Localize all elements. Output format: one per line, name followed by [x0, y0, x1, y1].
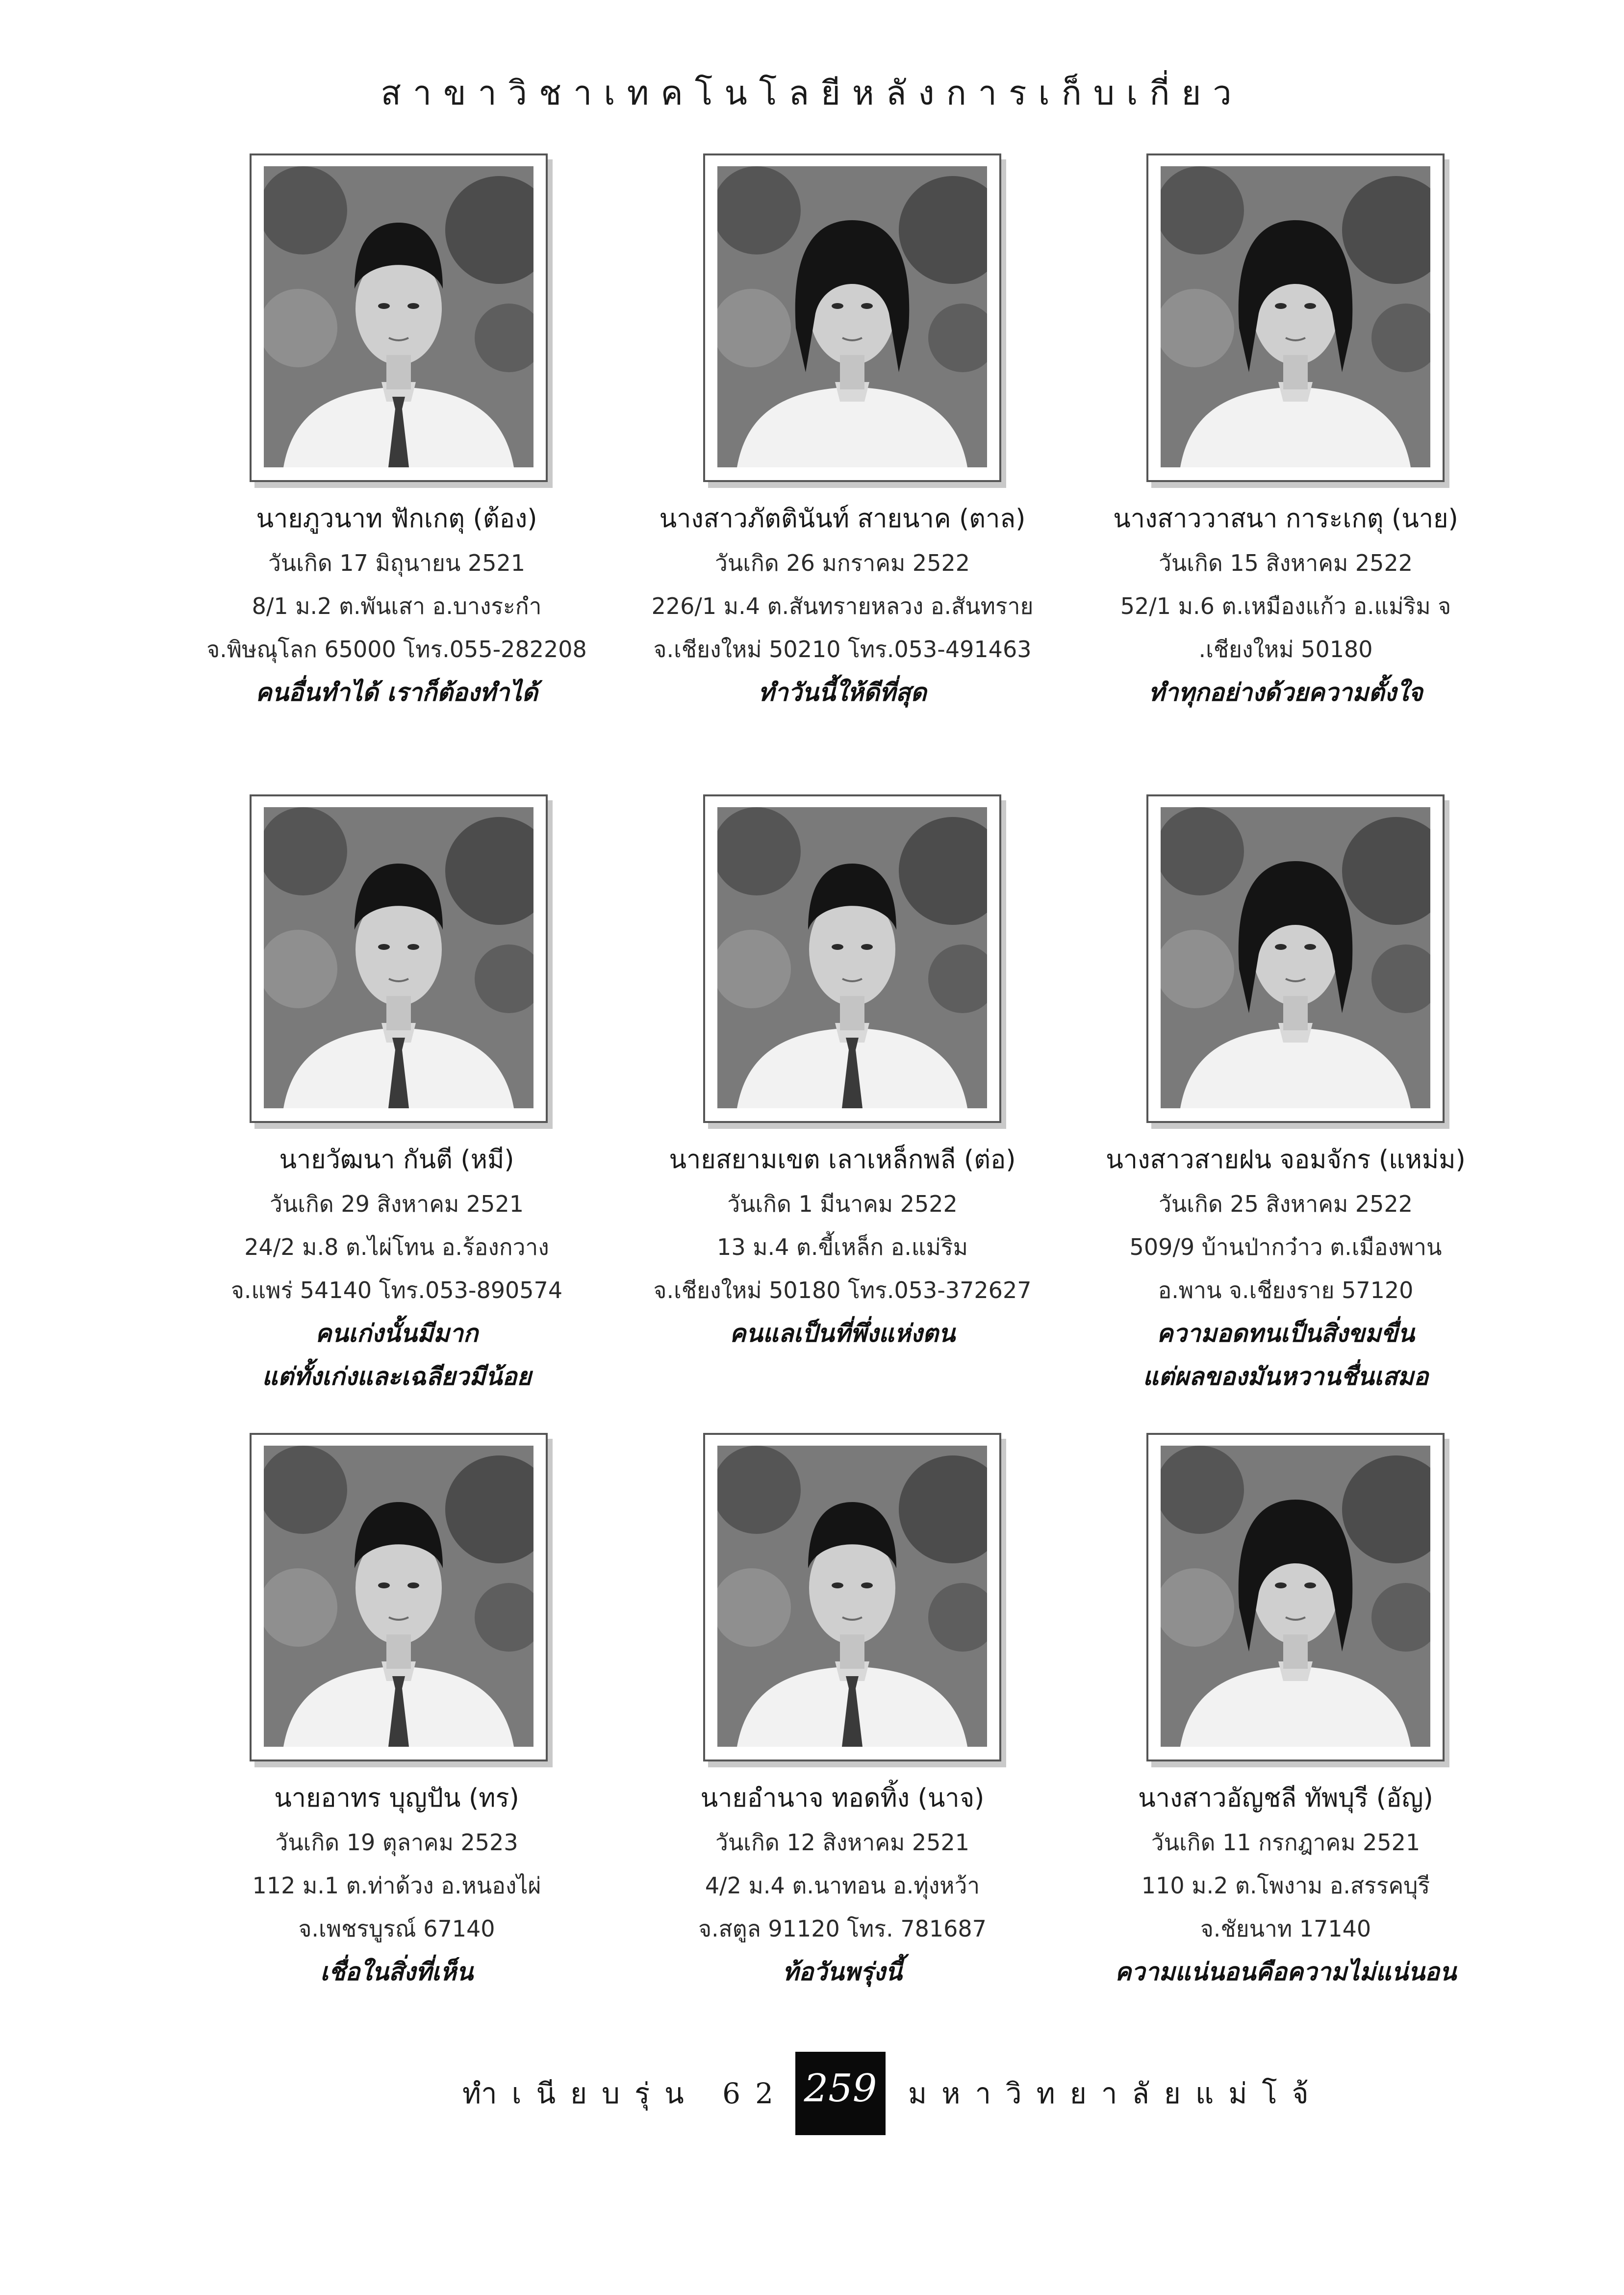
- student-motto: ความแน่นอนคือความไม่แน่นอน: [1115, 1958, 1457, 1986]
- student-address-line: จ.เชียงใหม่ 50210 โทร.053-491463: [653, 636, 1032, 663]
- student-info: [1040, 1784, 1531, 1993]
- student-portrait: [1161, 1446, 1430, 1747]
- student-birthday: วันเกิด 15 สิงหาคม 2522: [1159, 550, 1413, 576]
- student-address-line: 24/2 ม.8 ต.ไผ่โทน อ.ร้องกวาง: [244, 1234, 549, 1260]
- student-name: นายภูวนาท ฟักเกตุ (ต้อง): [256, 504, 537, 534]
- student-entry: [1040, 794, 1531, 1407]
- student-address-line: จ.เพชรบูรณ์ 67140: [298, 1915, 495, 1942]
- student-entry: [597, 1433, 1088, 2046]
- student-motto: ความอดทนเป็นสิ่งขมขื่น: [1157, 1319, 1415, 1348]
- student-entry: [152, 794, 642, 1407]
- student-info: [152, 504, 642, 714]
- student-photo-frame: [703, 1433, 1001, 1761]
- student-birthday: วันเกิด 17 มิถุนายน 2521: [268, 550, 526, 576]
- student-entry: [1040, 153, 1531, 766]
- student-birthday: วันเกิด 29 สิงหาคม 2521: [270, 1191, 524, 1217]
- student-info: [1040, 1145, 1531, 1398]
- student-photo-frame: [250, 1433, 548, 1761]
- student-address-line: 13 ม.4 ต.ขี้เหล็ก อ.แม่ริม: [717, 1234, 968, 1260]
- student-motto: เชื่อในสิ่งที่เห็น: [320, 1958, 473, 1986]
- student-name: นายวัฒนา กันตี (หมี): [279, 1145, 514, 1174]
- student-address-line: จ.เชียงใหม่ 50180 โทร.053-372627: [653, 1277, 1032, 1303]
- student-photo-frame: [250, 794, 548, 1123]
- student-motto: คนอื่นทำได้ เราก็ต้องทำได้: [255, 678, 538, 707]
- footer-university-label: มหาวิทยาลัยแม่โจ้: [908, 2077, 1323, 2110]
- student-portrait: [264, 166, 533, 467]
- student-info: [152, 1784, 642, 1993]
- student-photo-frame: [1146, 794, 1445, 1123]
- student-info: [1040, 504, 1531, 714]
- student-name: นายสยามเขต เลาเหล็กพลี (ต่อ): [669, 1145, 1016, 1174]
- student-birthday: วันเกิด 26 มกราคม 2522: [715, 550, 970, 576]
- student-address-line: 4/2 ม.4 ต.นาทอน อ.ทุ่งหว้า: [705, 1872, 980, 1899]
- student-address-line: .เชียงใหม่ 50180: [1198, 636, 1373, 663]
- student-address-line: จ.สตูล 91120 โทร. 781687: [698, 1915, 987, 1942]
- student-portrait: [1161, 807, 1430, 1108]
- student-motto: คนเก่งนั้นมีมาก: [315, 1319, 479, 1348]
- student-portrait: [1161, 166, 1430, 467]
- student-name: นายอำนาจ ทอดทิ้ง (นาจ): [700, 1784, 985, 1813]
- student-portrait: [717, 807, 987, 1108]
- student-entry: [597, 153, 1088, 766]
- student-address-line: จ.พิษณุโลก 65000 โทร.055-282208: [206, 636, 587, 663]
- student-address-line: 110 ม.2 ต.โพงาม อ.สรรคบุรี: [1141, 1872, 1430, 1899]
- student-info: [597, 504, 1088, 714]
- footer-yearbook-label: ทำเนียบรุ่น 62: [462, 2077, 788, 2110]
- student-address-line: 52/1 ม.6 ต.เหมืองแก้ว อ.แม่ริม จ: [1120, 593, 1451, 619]
- student-name: นางสาวสายฝน จอมจักร (แหม่ม): [1106, 1145, 1466, 1174]
- student-name: นางสาววาสนา การะเกตุ (นาย): [1113, 504, 1458, 534]
- student-photo-frame: [250, 153, 548, 482]
- student-address-line: จ.แพร่ 54140 โทร.053-890574: [230, 1277, 563, 1303]
- student-entry: [152, 153, 642, 766]
- student-info: [597, 1145, 1088, 1355]
- student-photo-frame: [1146, 153, 1445, 482]
- student-birthday: วันเกิด 12 สิงหาคม 2521: [715, 1829, 969, 1856]
- student-address-line: 112 ม.1 ต.ท่าด้วง อ.หนองไผ่: [252, 1872, 541, 1899]
- student-address-line: อ.พาน จ.เชียงราย 57120: [1158, 1277, 1414, 1303]
- student-birthday: วันเกิด 1 มีนาคม 2522: [727, 1191, 958, 1217]
- student-portrait: [264, 807, 533, 1108]
- student-name: นางสาวอัญชลี ทัพบุรี (อัญ): [1138, 1784, 1433, 1813]
- student-motto: แต่ผลของมันหวานชื่นเสมอ: [1142, 1362, 1429, 1391]
- student-address-line: 226/1 ม.4 ต.สันทรายหลวง อ.สันทราย: [651, 593, 1034, 619]
- student-entry: [1040, 1433, 1531, 2046]
- student-portrait: [717, 166, 987, 467]
- student-motto: คนแลเป็นที่พึ่งแห่งตน: [729, 1319, 956, 1348]
- student-info: [597, 1784, 1088, 1993]
- student-photo-frame: [1146, 1433, 1445, 1761]
- student-address-line: 509/9 บ้านป่ากว๋าว ต.เมืองพาน: [1129, 1234, 1442, 1260]
- student-portrait: [264, 1446, 533, 1747]
- student-photo-frame: [703, 153, 1001, 482]
- student-motto: ท้อวันพรุ่งนี้: [783, 1958, 902, 1986]
- student-portrait: [717, 1446, 987, 1747]
- page-number: 259: [795, 2052, 886, 2135]
- student-birthday: วันเกิด 11 กรกฎาคม 2521: [1151, 1829, 1421, 1856]
- student-birthday: วันเกิด 25 สิงหาคม 2522: [1159, 1191, 1413, 1217]
- student-name: นายอาทร บุญปัน (ทร): [274, 1784, 519, 1813]
- student-entry: [597, 794, 1088, 1407]
- student-name: นางสาวภัตตินันท์ สายนาค (ตาล): [659, 504, 1026, 534]
- student-photo-frame: [703, 794, 1001, 1123]
- page-title: สาขาวิชาเทคโนโลยีหลังการเก็บเกี่ยว: [381, 74, 1243, 113]
- student-address-line: จ.ชัยนาท 17140: [1200, 1915, 1371, 1942]
- student-motto: ทำทุกอย่างด้วยความตั้งใจ: [1148, 678, 1423, 707]
- student-info: [152, 1145, 642, 1398]
- student-motto: ทำวันนี้ให้ดีที่สุด: [758, 678, 927, 707]
- student-entry: [152, 1433, 642, 2046]
- student-birthday: วันเกิด 19 ตุลาคม 2523: [275, 1829, 518, 1856]
- page-footer: [0, 2052, 1624, 2135]
- student-motto: แต่ทั้งเก่งและเฉลียวมีน้อย: [262, 1362, 532, 1391]
- student-address-line: 8/1 ม.2 ต.พันเสา อ.บางระกำ: [252, 593, 542, 619]
